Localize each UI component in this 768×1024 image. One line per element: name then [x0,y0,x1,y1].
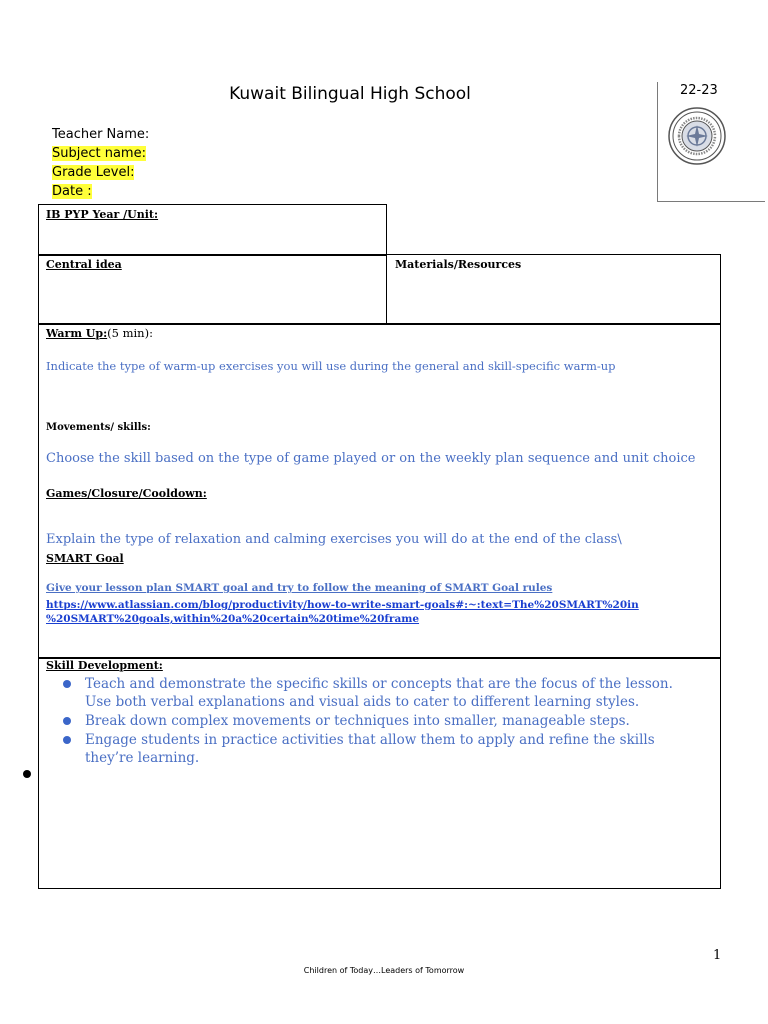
warmup-duration: (5 min): [107,326,153,340]
school-year: 22-23 [680,83,718,98]
skill-development-list [39,675,699,768]
date-label: Date : [52,184,92,199]
smart-goal-label: SMART Goal [46,552,124,565]
warmup-label: Warm Up: [46,327,108,340]
games-label: Games/Closure/Cooldown: [46,487,207,500]
school-name: Kuwait Bilingual High School [229,84,471,104]
materials-label: Materials/Resources [395,258,522,271]
skill-bullet: Engage students in practice activities that allow them to apply and refine the skills they’re learning. [39,731,699,767]
grade-level-label: Grade Level: [52,165,135,180]
skill-bullet: Teach and demonstrate the specific skills or concepts that are the focus of the lesson. Use both verbal explanations and visual aids to cater to different learning styles. [39,675,699,711]
smart-goal-text: Give your lesson plan SMART goal and try to follow the meaning of SMART Goal rules [46,582,553,594]
footer-motto: Children of Today…Leaders of Tomorrow [303,966,465,975]
subject-name-label: Subject name: [52,146,146,161]
warmup-text: Indicate the type of warm-up exercises you will use during the general and skill-specific warm-up [46,359,616,373]
smart-goal-link-line-1: https://www.atlassian.com/blog/productivity/how-to-write-smart-goals#:~:text=The%20SMART%20in [46,599,639,611]
skill-development-label: Skill Development: [46,659,163,672]
movements-label: Movements/ skills: [46,422,151,433]
stray-bullet-mark [23,770,31,778]
materials-cell [386,254,721,325]
page-number: 1 [713,948,722,963]
lesson-activities-cell [38,323,721,659]
unit-cell [38,204,387,256]
teacher-name-label: Teacher Name: [52,127,150,142]
games-text: Explain the type of relaxation and calming exercises you will do at the end of the class\ [46,532,622,547]
school-seal-logo [668,107,726,165]
central-idea-cell [38,254,387,325]
smart-goal-link[interactable] [46,598,639,626]
smart-goal-link-line-2: %20SMART%20goals,within%20a%20certain%20time%20frame [46,613,420,625]
header-underline [657,201,765,202]
warmup-heading [46,326,153,340]
header-divider [657,82,658,202]
skill-development-cell [38,657,721,889]
movements-text: Choose the skill based on the type of game played or on the weekly plan sequence and unit choice [46,451,696,466]
skill-bullet: Break down complex movements or techniques into smaller, manageable steps. [39,712,699,730]
unit-label: IB PYP Year /Unit: [46,208,159,221]
central-idea-label: Central idea [46,258,122,271]
